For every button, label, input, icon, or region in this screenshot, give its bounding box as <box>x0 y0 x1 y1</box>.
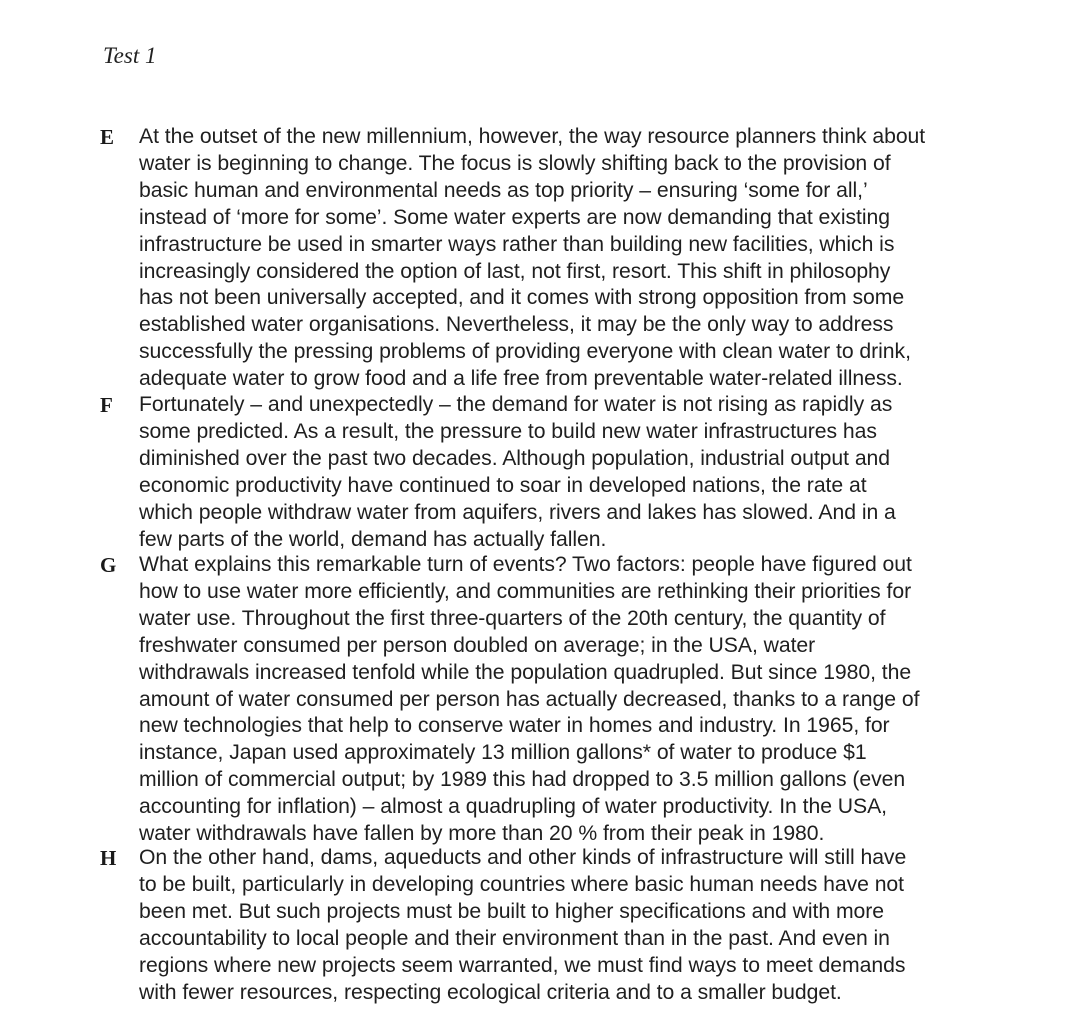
text-line: established water organisations. Nevertheless, it may be the only way to address <box>139 313 894 337</box>
text-line: water use. Throughout the first three-quarters of the 20th century, the quantity of <box>139 606 886 630</box>
text-line: accountability to local people and their environment than in the past. And even in <box>139 926 890 950</box>
text-line: new technologies that help to conserve water in homes and industry. In 1965, for <box>139 714 890 738</box>
paragraph-letter: E <box>100 125 115 149</box>
paragraph-letter: H <box>100 846 117 870</box>
paragraph-text <box>139 845 1039 1006</box>
text-line: some predicted. As a result, the pressure to build new water infrastructures has <box>139 419 877 443</box>
text-line: What explains this remarkable turn of events? Two factors: people have figured out <box>139 553 912 576</box>
text-line: has not been universally accepted, and it comes with strong opposition from some <box>139 286 905 310</box>
text-line: with fewer resources, respecting ecological criteria and to a smaller budget. <box>139 980 842 1004</box>
text-line: which people withdraw water from aquifers, rivers and lakes has slowed. And in a <box>139 500 896 524</box>
text-line: how to use water more efficiently, and communities are rethinking their priorities for <box>139 579 912 603</box>
text-line: water withdrawals have fallen by more than 20 % from their peak in 1980. <box>139 822 825 846</box>
paragraph-text <box>139 552 1039 848</box>
page-header: Test 1 <box>103 43 157 68</box>
text-line: million of commercial output; by 1989 this had dropped to 3.5 million gallons (even <box>139 768 906 792</box>
text-line: basic human and environmental needs as top priority – ensuring ‘some for all,’ <box>139 178 868 202</box>
text-line: On the other hand, dams, aqueducts and other kinds of infrastructure will still have <box>139 846 907 869</box>
paragraph-text <box>139 124 1039 393</box>
paragraph-text <box>139 392 1039 553</box>
text-line: freshwater consumed per person doubled on average; in the USA, water <box>139 633 816 657</box>
text-line: successfully the pressing problems of providing everyone with clean water to drink, <box>139 340 911 364</box>
text-line: amount of water consumed per person has actually decreased, thanks to a range of <box>139 687 920 711</box>
paragraph-letter: G <box>100 553 117 577</box>
text-line: instance, Japan used approximately 13 million gallons* of water to produce $1 <box>139 741 867 765</box>
text-line: At the outset of the new millennium, however, the way resource planners think about <box>139 125 926 148</box>
text-line: adequate water to grow food and a life free from preventable water-related illness. <box>139 367 903 391</box>
text-line: infrastructure be used in smarter ways rather than building new facilities, which is <box>139 232 895 256</box>
text-line: withdrawals increased tenfold while the population quadrupled. But since 1980, the <box>139 660 912 684</box>
text-line: water is beginning to change. The focus is slowly shifting back to the provision of <box>139 151 891 175</box>
text-line: accounting for inflation) – almost a quadrupling of water productivity. In the USA, <box>139 795 888 819</box>
text-line: economic productivity have continued to soar in developed nations, the rate at <box>139 473 867 497</box>
text-line: Fortunately – and unexpectedly – the demand for water is not rising as rapidly as <box>139 393 893 416</box>
text-line: regions where new projects seem warranted, we must find ways to meet demands <box>139 953 906 977</box>
text-line: to be built, particularly in developing countries where basic human needs have not <box>139 872 905 896</box>
text-line: increasingly considered the option of last, not first, resort. This shift in philosophy <box>139 259 891 283</box>
text-line: been met. But such projects must be built to higher specifications and with more <box>139 899 885 923</box>
text-line: diminished over the past two decades. Although population, industrial output and <box>139 446 891 470</box>
text-line: few parts of the world, demand has actually fallen. <box>139 527 607 551</box>
text-line: instead of ‘more for some’. Some water experts are now demanding that existing <box>139 205 890 229</box>
paragraph-letter: F <box>100 393 113 417</box>
